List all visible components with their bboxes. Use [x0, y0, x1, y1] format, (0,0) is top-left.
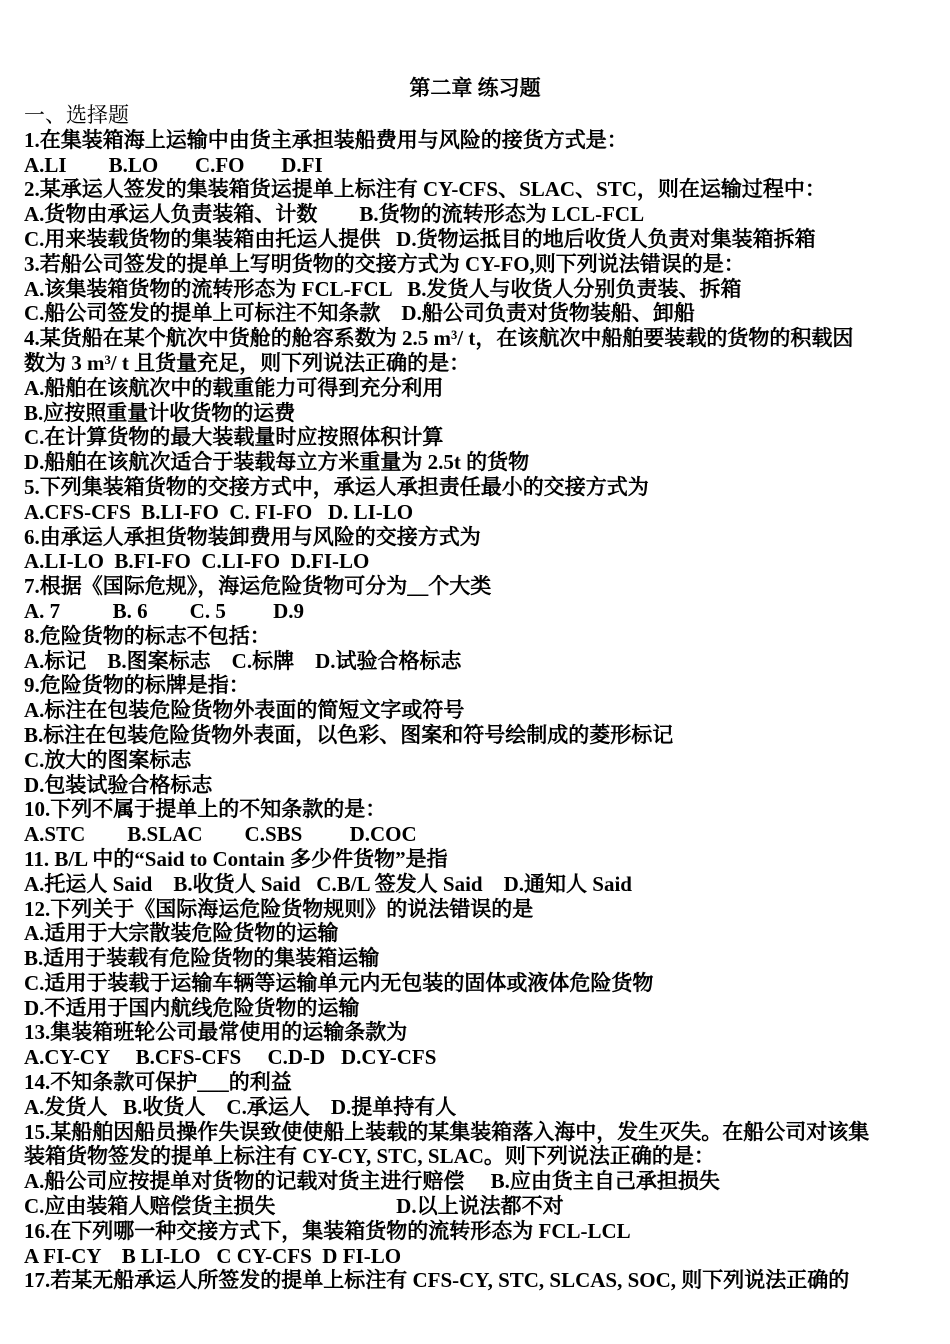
question-13-options: A.CY-CY B.CFS-CFS C.D-D D.CY-CFS [24, 1045, 437, 1070]
question-3-stem: 3.若船公司签发的提单上写明货物的交接方式为 CY-FO,则下列说法错误的是： [24, 251, 745, 276]
question-6-stem: 6.由承运人承担货物装卸费用与风险的交接方式为 [24, 524, 481, 549]
question-14-options: A.发货人 B.收货人 C.承运人 D.提单持有人 [24, 1094, 457, 1119]
question-4-option-b: B.应按照重量计收货物的运费 [24, 400, 296, 425]
question-12-option-a: A.适用于大宗散装危险货物的运输 [24, 921, 339, 946]
question-10-stem: 10.下列不属于提单上的不知条款的是： [24, 797, 387, 822]
question-12-option-b: B.适用于装载有危险货物的集装箱运输 [24, 946, 380, 971]
question-4-option-d: D.船舶在该航次适合于装载每立方米重量为 2.5t 的货物 [24, 450, 530, 475]
question-9-stem: 9.危险货物的标牌是指： [24, 673, 250, 698]
question-5-stem: 5.下列集装箱货物的交接方式中，承运人承担责任最小的交接方式为 [24, 474, 649, 499]
page-title: 第二章 练习题 [409, 76, 541, 100]
question-11-stem: 11. B/L 中的“Said to Contain 多少件货物”是指 [24, 846, 448, 871]
question-12-option-d: D.不适用于国内航线危险货物的运输 [24, 995, 360, 1020]
question-8-stem: 8.危险货物的标志不包括： [24, 623, 271, 648]
question-4-stem-line-2: 数为 3 m³/ t 且货量充足，则下列说法正确的是： [24, 350, 471, 375]
question-9-option-d: D.包装试验合格标志 [24, 772, 213, 797]
question-7-options: A. 7 B. 6 C. 5 D.9 [24, 598, 305, 623]
question-16-stem: 16.在下列哪一种交接方式下，集装箱货物的流转形态为 FCL-LCL [24, 1218, 631, 1243]
question-1-options: A.LI B.LO C.FO D.FI [24, 152, 323, 177]
question-2-options-cd: C.用来装载货物的集装箱由托运人提供 D.货物运抵目的地后收货人负责对集装箱拆箱 [24, 226, 816, 251]
question-3-options-cd: C.船公司签发的提单上可标注不知条款 D.船公司负责对货物装船、卸船 [24, 301, 695, 326]
question-9-option-b: B.标注在包装危险货物外表面，以色彩、图案和符号绘制成的菱形标记 [24, 722, 674, 747]
question-17-stem: 17.若某无船承运人所签发的提单上标注有 CFS-CY, STC, SLCAS, SOC, 则下列说法正确的 [24, 1268, 850, 1293]
question-13-stem: 13.集装箱班轮公司最常使用的运输条款为 [24, 1020, 408, 1045]
question-4-option-c: C.在计算货物的最大装载量时应按照体积计算 [24, 425, 444, 450]
question-9-option-c: C.放大的图案标志 [24, 747, 192, 772]
question-2-options-ab: A.货物由承运人负责装箱、计数 B.货物的流转形态为 LCL-FCL [24, 202, 645, 227]
question-list [24, 128, 920, 1293]
question-12-stem: 12.下列关于《国际海运危险货物规则》的说法错误的是 [24, 896, 534, 921]
question-8-options: A.标记 B.图案标志 C.标牌 D.试验合格标志 [24, 648, 462, 673]
question-9-option-a: A.标注在包装危险货物外表面的简短文字或符号 [24, 698, 465, 723]
question-7-stem: 7.根据《国际危规》，海运危险货物可分为__个大类 [24, 574, 492, 599]
question-15-options-ab: A.船公司应按提单对货物的记载对货主进行赔偿 B.应由货主自己承担损失 [24, 1169, 720, 1194]
question-4-stem-line-1: 4.某货船在某个航次中货舱的舱容系数为 2.5 m³/ t，在该航次中船舶要装载的货物的积载因 [24, 326, 854, 351]
question-11-options: A.托运人 Said B.收货人 Said C.B/L 签发人 Said D.通知人 Said [24, 871, 632, 896]
question-14-stem: 14.不知条款可保护___的利益 [24, 1070, 292, 1095]
question-4-option-a: A.船舶在该航次中的载重能力可得到充分利用 [24, 375, 444, 400]
question-15-options-cd: C.应由装箱人赔偿货主损失 D.以上说法都不对 [24, 1194, 564, 1219]
question-1-stem: 1.在集装箱海上运输中由货主承担装船费用与风险的接货方式是： [24, 127, 628, 152]
question-16-options: A FI-CY B LI-LO C CY-CFS D FI-LO [24, 1243, 402, 1268]
question-12-option-c: C.适用于装载于运输车辆等运输单元内无包装的固体或液体危险货物 [24, 970, 654, 995]
question-15-stem-line-1: 15.某船舶因船员操作失误致使使船上装载的某集装箱落入海中，发生灭失。在船公司对该集 [24, 1119, 870, 1144]
question-6-options: A.LI-LO B.FI-FO C.LI-FO D.FI-LO [24, 549, 370, 574]
question-10-options: A.STC B.SLAC C.SBS D.COC [24, 822, 417, 847]
question-3-options-ab: A.该集装箱货物的流转形态为 FCL-FCL B.发货人与收货人分别负责装、拆箱 [24, 276, 742, 301]
section-heading: 一、选择题 [24, 103, 129, 127]
question-5-options: A.CFS-CFS B.LI-FO C. FI-FO D. LI-LO [24, 499, 414, 524]
question-2-stem: 2.某承运人签发的集装箱货运提单上标注有 CY-CFS、SLAC、STC，则在运输过程中： [24, 177, 826, 202]
question-15-stem-line-2: 装箱货物签发的提单上标注有 CY-CY, STC, SLAC。则下列说法正确的是： [24, 1144, 715, 1169]
